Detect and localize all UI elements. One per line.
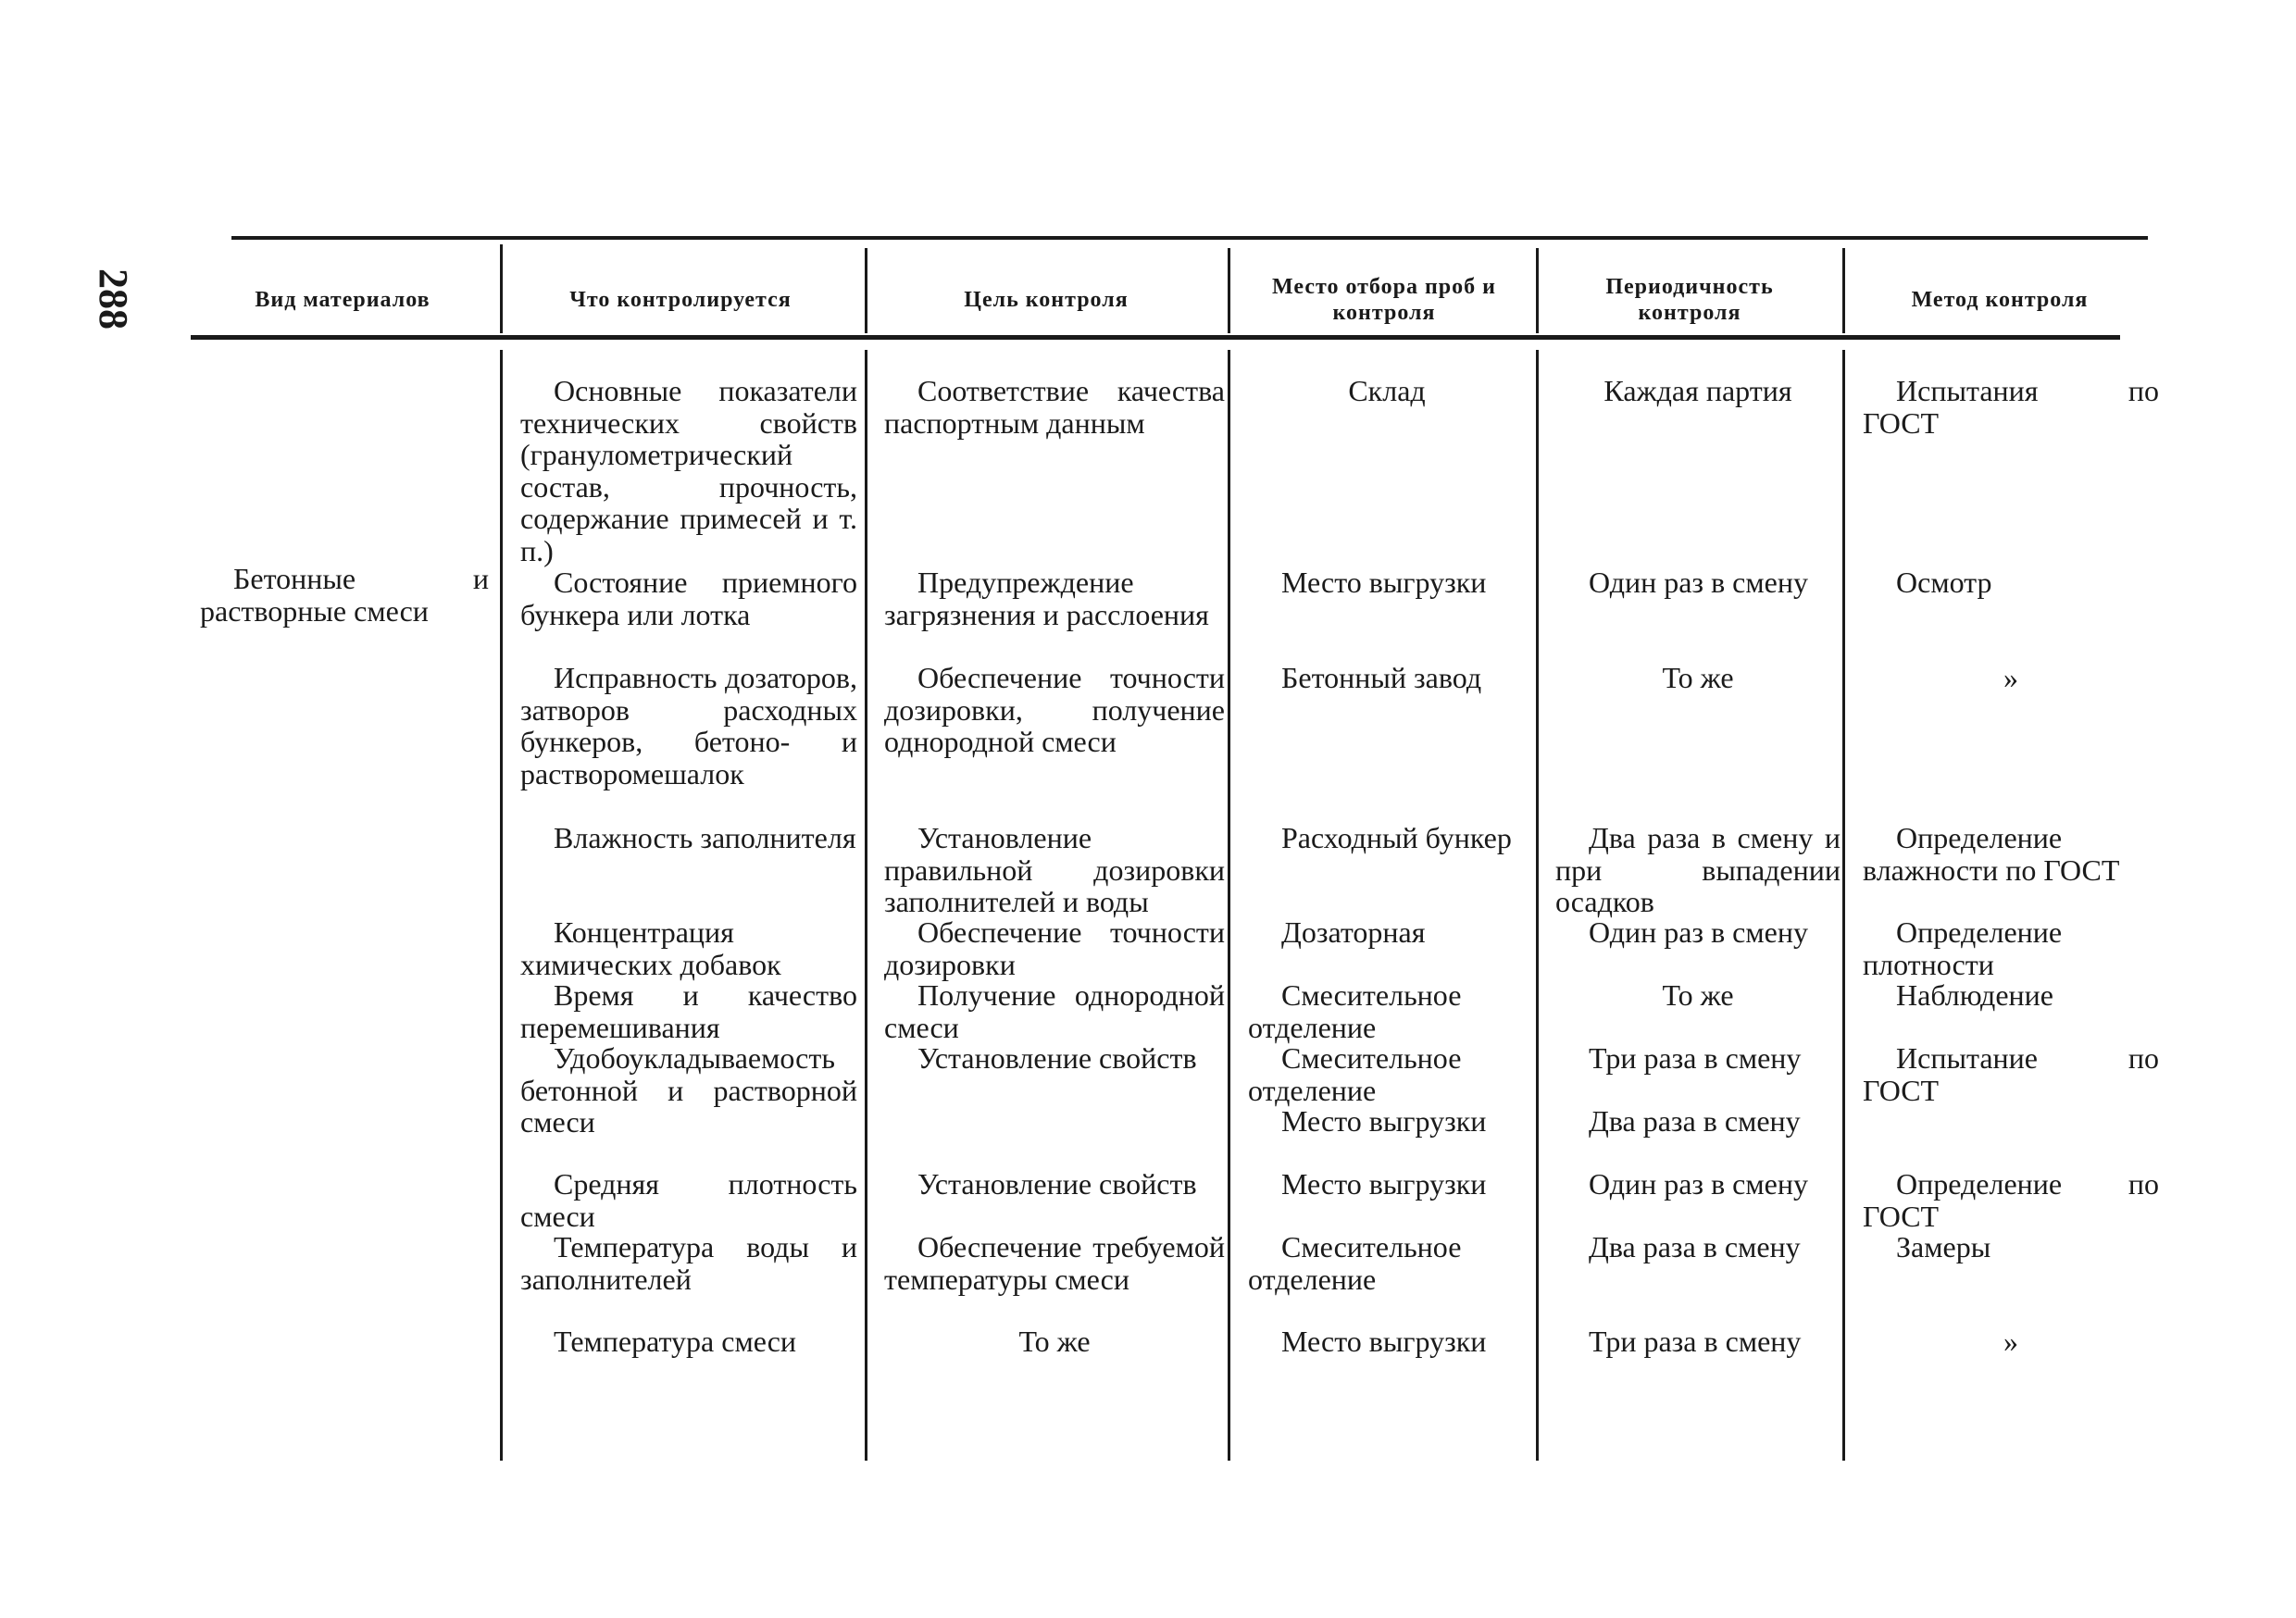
header-separator	[1228, 248, 1230, 333]
header-separator	[1536, 248, 1539, 333]
row-goal: Получение однородной смеси	[884, 978, 1225, 1044]
row-period: Один раз в смену	[1589, 1167, 1808, 1201]
row-method: »	[2003, 1325, 2018, 1358]
row-place: Бетонный завод	[1281, 661, 1482, 694]
column-separator	[1842, 350, 1845, 1461]
row-place-secondary: Место выгрузки	[1281, 1104, 1487, 1138]
row-period: Один раз в смену	[1589, 566, 1808, 599]
row-period-secondary: Два раза в смену	[1589, 1104, 1801, 1138]
row-method: Наблюдение	[1896, 978, 2053, 1012]
header-material: Вид материалов	[255, 288, 430, 313]
row-period: Каждая партия	[1603, 374, 1792, 407]
header-separator	[865, 248, 867, 333]
row-period: Три раза в смену	[1589, 1325, 1802, 1358]
row-what: Исправность дозаторов, затворов расходных бункеров, бетоно- и растворомешалок	[520, 661, 857, 790]
row-goal: Установление свойств	[917, 1167, 1197, 1201]
row-method: »	[2003, 661, 2018, 694]
row-what: Удобоукладываемость бетонной и растворной смеси	[520, 1041, 857, 1139]
row-method: Замеры	[1896, 1230, 1991, 1263]
row-method: Определение плотности	[1863, 915, 2063, 981]
row-method: Испытание по ГОСТ	[1863, 1041, 2159, 1107]
row-place: Смесительное отделение	[1248, 1041, 1462, 1107]
header-separator	[1842, 248, 1845, 333]
row-place: Место выгрузки	[1281, 1167, 1487, 1201]
row-period: То же	[1662, 661, 1734, 694]
row-what: Концентрация химических добавок	[520, 915, 781, 981]
header-separator	[500, 244, 503, 333]
column-separator	[1536, 350, 1539, 1461]
column-separator	[500, 350, 503, 1461]
row-what: Температура смеси	[554, 1325, 797, 1358]
row-place: Дозаторная	[1281, 915, 1426, 949]
header-method: Метод контроля	[1911, 288, 2089, 313]
row-goal: Установление правильной дозировки заполнителей и воды	[884, 821, 1225, 918]
header-goal: Цель контроля	[964, 288, 1129, 313]
row-place: Смесительное отделение	[1248, 1230, 1462, 1296]
row-period: То же	[1662, 978, 1734, 1012]
row-place: Расходный бункер	[1281, 821, 1512, 854]
row-what: Состояние приемного бункера или лотка	[520, 566, 857, 631]
header-what: Что контролируется	[569, 288, 792, 313]
row-period: Два раза в смену	[1589, 1230, 1801, 1263]
row-place: Место выгрузки	[1281, 1325, 1487, 1358]
row-what: Основные показатели технических свойств (гранулометрический состав, прочность, содержание примесей и т. п.)	[520, 374, 857, 567]
header-period: Периодичность контроля	[1605, 275, 1774, 325]
page-number: 288	[91, 268, 136, 330]
row-goal: То же	[1018, 1325, 1091, 1358]
row-goal: Предупреждение загрязнения и расслоения	[884, 566, 1209, 631]
row-goal: Установление свойств	[917, 1041, 1197, 1075]
row-goal: Обеспечение точности дозировки, получение однородной смеси	[884, 661, 1225, 758]
row-goal: Соответствие качества паспортным данным	[884, 374, 1225, 440]
row-what: Температура воды и заполнителей	[520, 1230, 857, 1296]
table-top-rule	[231, 236, 2148, 240]
material-group-label: Бетонные и растворные смеси	[200, 562, 489, 628]
header-place: Место отбора проб и контроля	[1272, 275, 1496, 325]
row-period: Два раза в смену и при выпадении осадков	[1555, 821, 1841, 918]
row-period: Один раз в смену	[1589, 915, 1808, 949]
row-period: Три раза в смену	[1589, 1041, 1802, 1075]
row-place: Место выгрузки	[1281, 566, 1487, 599]
row-what: Время и качество перемешивания	[520, 978, 857, 1044]
row-place: Склад	[1348, 374, 1426, 407]
row-method: Осмотр	[1896, 566, 1992, 599]
row-method: Определение влажности по ГОСТ	[1863, 821, 2120, 887]
row-goal: Обеспечение требуемой температуры смеси	[884, 1230, 1225, 1296]
row-what: Средняя плотность смеси	[520, 1167, 857, 1233]
column-separator	[1228, 350, 1230, 1461]
row-method: Определение по ГОСТ	[1863, 1167, 2159, 1233]
row-goal: Обеспечение точности дозировки	[884, 915, 1225, 981]
row-what: Влажность заполнителя	[554, 821, 856, 854]
column-separator	[865, 350, 867, 1461]
row-place: Смесительное отделение	[1248, 978, 1462, 1044]
row-method: Испытания по ГОСТ	[1863, 374, 2159, 440]
